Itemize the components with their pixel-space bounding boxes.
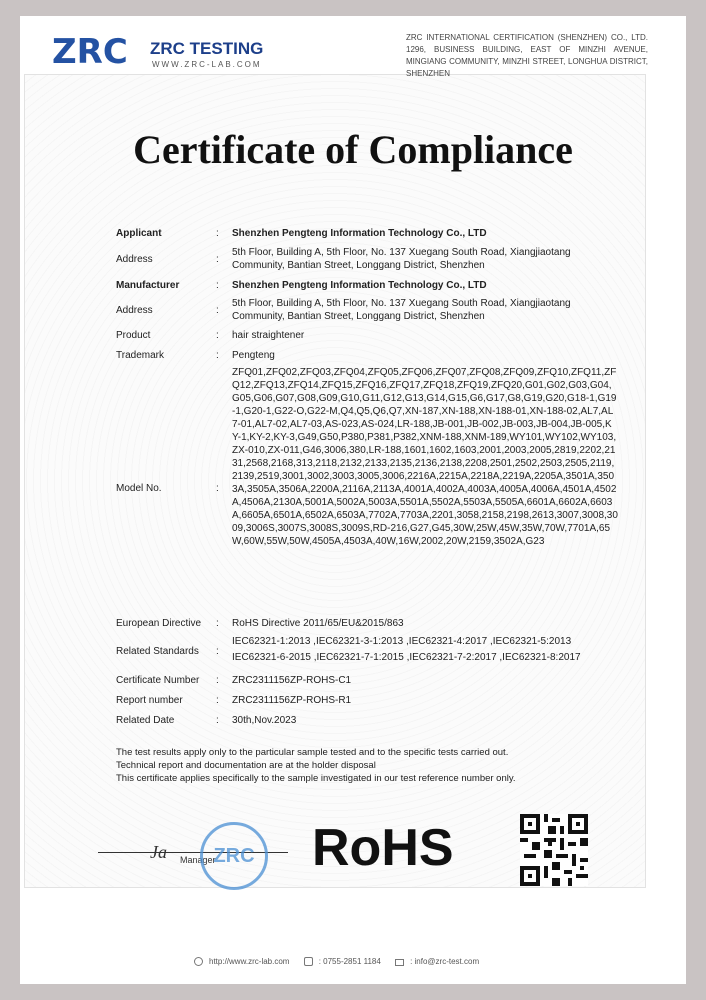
directive-value: RoHS Directive 2011/65/EU&2015/863 [232,618,404,629]
qr-code [520,814,588,886]
company-address: ZRC INTERNATIONAL CERTIFICATION (SHENZHEN) CO., LTD. 1296, BUSINESS BUILDING, EAST OF MINZHI AVENUE, MINGIANG COMMUNITY, MINZHI STREET, LONGHUA DISTRICT, SHENZHEN [406,33,648,78]
applicant-value: Shenzhen Pengteng Information Technology Co., LTD [232,228,487,239]
standards-line-2: IEC62321-6-2015 ,IEC62321-7-1:2015 ,IEC62321-7-2:2017 ,IEC62321-8:2017 [232,652,581,663]
disclaimer [116,746,516,785]
standards-label: Related Standards [116,646,199,657]
report-number-label: Report number [116,695,183,706]
mail-icon [395,959,404,966]
model-label: Model No. [116,483,162,494]
footer-email-text: : info@zrc-test.com [410,957,480,966]
manufacturer-value: Shenzhen Pengteng Information Technology Co., LTD [232,280,487,291]
cert-number-label: Certificate Number [116,675,200,686]
logo-url: WWW.ZRC-LAB.COM [152,60,262,69]
note-line-2: Technical report and documentation are at the holder disposal [116,760,376,771]
standards-value [232,634,618,666]
date-value: 30th,Nov.2023 [232,715,297,726]
phone-icon [304,957,313,966]
trademark-value: Pengteng [232,350,275,361]
date-label: Related Date [116,715,175,726]
footer-web [194,957,289,966]
manufacturer-label: Manufacturer [116,280,180,291]
globe-icon [194,957,203,966]
cert-number-value: ZRC2311156ZP-ROHS-C1 [232,675,352,686]
manager-label: Manager [180,855,216,865]
footer-web-text: http://www.zrc-lab.com [209,957,290,966]
footer-phone [304,957,381,966]
footer-email [395,957,479,966]
model-list: ZFQ01,ZFQ02,ZFQ03,ZFQ04,ZFQ05,ZFQ06,ZFQ07,ZFQ08,ZFQ09,ZFQ10,ZFQ11,ZFQ12,ZFQ13,ZFQ14,ZFQ15,ZFQ16,ZFQ17,ZFQ18,ZFQ19,ZFQ20,G01,G02,G03,G04,G05,G06,G07,G08,G09,G10,G11,G12,G13,G14,G15,G6,G17,G8,G19,G20,G18-1,G19-1,G20-1,G22-O,G22-M,Q4,Q5,Q6,Q7,XN-187,XN-188,XN-188-01,XN-188-02,AL7,AL7-01,AL7-02,AL7-03,AS-023,AS-024,LR-188,JB-001,JB-002,JB-003,JB-004,JB-005,KY-1,KY-2,KY-3,G49,G50,P380,P381,P382,XNM-188,XNM-189,WY101,WY102,WY103,ZX-010,ZX-011,G46,3006,380,LR-188,1601,1602,1603,2001,2003,2005,2819,2202,2131,2568,2168,313,2118,2132,2133,2135,2136,2138,2208,2501,2502,2503,2505,2119,2139,2519,3001,3002,3003,3005,3006,2216A,2215A,2218A,2219A,2205A,3501A,3503A,3505A,3506A,2200A,2116A,2113A,4001A,4002A,4003A,4005A,4006A,4501A,4502A,4506A,2130A,5001A,5002A,5003A,5501A,5502A,5503A,5505A,6601A,6602A,6603A,6605A,6501A,6502A,6503A,7702A,7703A,2201,3058,2158,2198,2613,3007,3008,3009,3006S,3007S,3008S,3009S,RD-216,G27,G45,30W,25W,45W,35W,70W,7701A,65W,60W,55W,50W,4505A,4503A,40W,16W,2002,20W,2159,3502A,G23 [232,367,618,547]
footer-contacts [194,957,491,966]
rohs-mark: RoHS [312,819,454,877]
directive-label: European Directive [116,618,202,629]
applicant-label: Applicant [116,228,162,239]
note-line-3: This certificate applies specifically to the sample investigated in our test reference number only. [116,773,516,784]
applicant-address-value: 5th Floor, Building A, 5th Floor, No. 137 Xuegang South Road, Xiangjiaotang Community, Bantian Street, Longgang District, Shenzhen [232,247,571,271]
trademark-label: Trademark [116,350,164,361]
product-label: Product [116,330,151,341]
company-stamp: ZRC [200,822,268,890]
note-line-1: The test results apply only to the particular sample tested and to the specific tests carried out. [116,747,509,758]
page-title: Certificate of Compliance [133,127,573,172]
logo-title: ZRC TESTING [150,39,264,58]
logo-mark: ZRC [52,32,128,72]
product-value: hair straightener [232,330,305,341]
standards-line-1: IEC62321-1:2013 ,IEC62321-3-1:2013 ,IEC62321-4:2017 ,IEC62321-5:2013 [232,636,572,647]
footer-phone-text: : 0755-2851 1184 [318,957,381,966]
signature: Ja [150,842,167,862]
address-label: Address [116,305,153,316]
address-label: Address [116,254,153,265]
report-number-value: ZRC2311156ZP-ROHS-R1 [232,695,352,706]
manufacturer-address-value: 5th Floor, Building A, 5th Floor, No. 137 Xuegang South Road, Xiangjiaotang Community, Bantian Street, Longgang District, Shenzhen [232,298,571,322]
